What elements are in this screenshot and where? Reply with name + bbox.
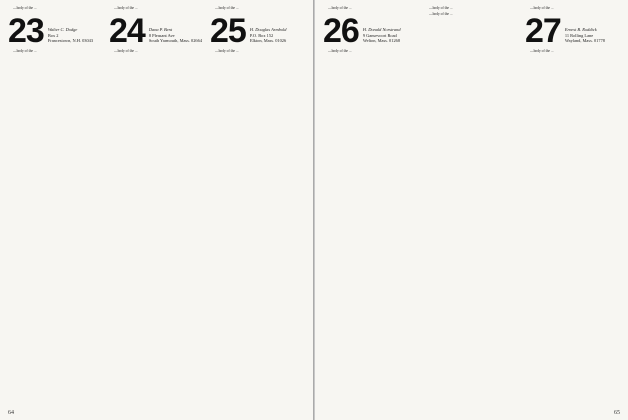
body-text: —body of the ... bbox=[13, 6, 37, 10]
class-heading bbox=[210, 11, 305, 50]
right-page-columns bbox=[323, 6, 620, 398]
body-text: —body of the ... bbox=[429, 6, 453, 10]
secretary-name: H. Douglas Armbold bbox=[249, 27, 287, 33]
body-text: —body of the ... bbox=[530, 48, 554, 53]
column-1 bbox=[8, 6, 103, 398]
column-2 bbox=[109, 6, 204, 398]
secretary-address-2: Wayland, Mass. 01778 bbox=[564, 38, 605, 44]
secretary-address-2: Francestown, N.H. 03043 bbox=[47, 38, 94, 44]
column-6 bbox=[525, 6, 620, 398]
secretary-address-1: 8 Pleasant Ave bbox=[148, 32, 175, 38]
secretary-address-1: P.O. Box 152 bbox=[249, 32, 274, 38]
class-heading bbox=[525, 11, 620, 50]
class-secretary bbox=[48, 27, 93, 45]
class-number: 24 bbox=[109, 11, 145, 50]
secretary-name: Dana P. Bent bbox=[148, 27, 173, 33]
class-number: 23 bbox=[8, 11, 44, 50]
page-number: 64 bbox=[8, 410, 14, 416]
body-text: —body of the ... bbox=[215, 48, 239, 53]
secretary-address-1: 9 Gansevoort Road bbox=[362, 32, 397, 38]
class-secretary bbox=[149, 27, 202, 45]
class-number: 27 bbox=[525, 11, 561, 50]
page-number: 65 bbox=[614, 410, 620, 416]
secretary-address-1: Box 2 bbox=[47, 32, 59, 38]
secretary-name: Walter C. Dodge bbox=[47, 27, 78, 33]
class-number: 25 bbox=[210, 11, 246, 50]
class-heading bbox=[109, 11, 204, 50]
class-secretary bbox=[565, 27, 605, 45]
column-5 bbox=[424, 6, 519, 398]
body-text: —body of the ... bbox=[114, 6, 138, 10]
left-page-columns bbox=[8, 6, 305, 398]
body-text: —body of the ... bbox=[114, 48, 138, 53]
secretary-name: Ernest B. Roddick bbox=[564, 27, 597, 33]
class-heading bbox=[8, 11, 103, 50]
right-page bbox=[315, 0, 628, 420]
body-text: —body of the ... bbox=[328, 48, 352, 53]
secretary-address-2: Elkton, Mass. 01026 bbox=[249, 38, 287, 44]
body-text: —body of the ... bbox=[328, 6, 352, 10]
body-text: —body of the ... bbox=[13, 48, 37, 53]
body-text: —body of the ... bbox=[530, 6, 554, 10]
body-text: —body of the ... bbox=[429, 11, 453, 16]
secretary-name: H. Donald Norstrand bbox=[362, 27, 401, 33]
class-secretary bbox=[250, 27, 287, 45]
secretary-address-1: 11 Rolling Lane bbox=[564, 32, 594, 38]
secretary-address-2: South Yarmouth, Mass. 02664 bbox=[148, 38, 203, 44]
secretary-address-2: Welton, Mass. 01268 bbox=[362, 38, 401, 44]
column-3 bbox=[210, 6, 305, 398]
class-number: 26 bbox=[323, 11, 359, 50]
class-heading bbox=[323, 11, 418, 50]
body-text: —body of the ... bbox=[215, 6, 239, 10]
column-4 bbox=[323, 6, 418, 398]
left-page bbox=[0, 0, 313, 420]
class-secretary bbox=[363, 27, 401, 45]
